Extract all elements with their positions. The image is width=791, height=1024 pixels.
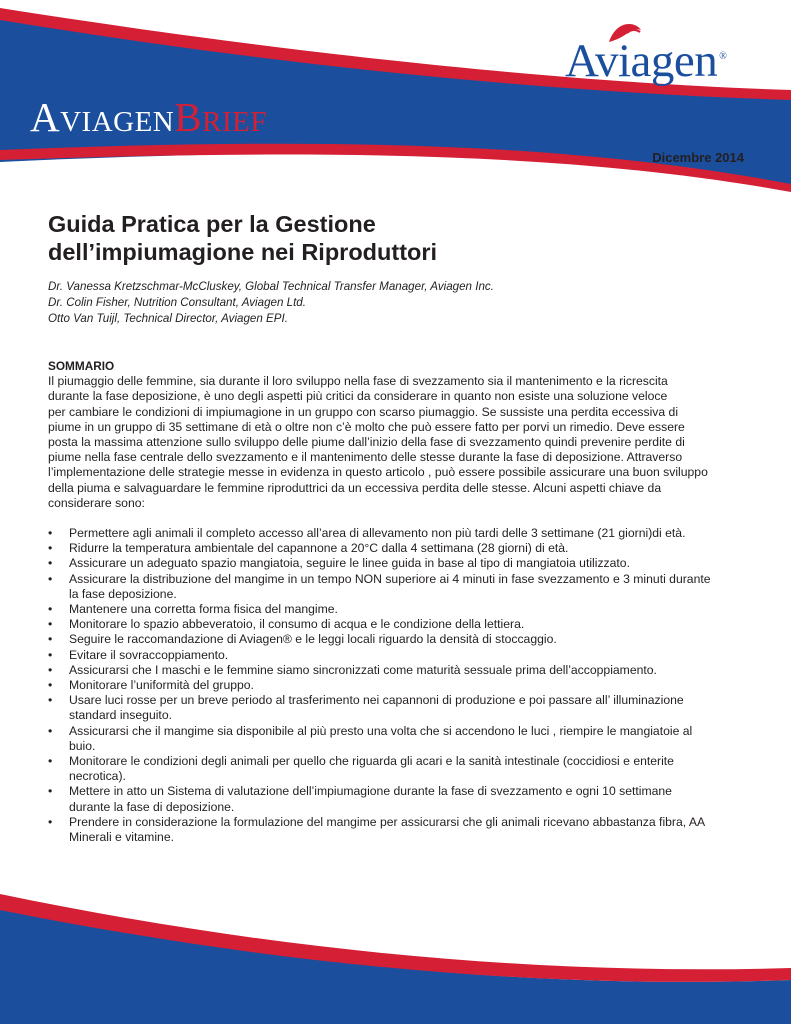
list-item	[48, 724, 748, 754]
list-item	[48, 815, 748, 845]
summary-line: per cambiare le condizioni di impiumagione in un gruppo con scarso piumaggio. Se sussiste una perdita eccessiva di	[48, 404, 679, 419]
list-item-text: Mantenere una corretta forma fisica del mangime.	[69, 602, 338, 617]
list-item	[48, 648, 748, 663]
summary-line: durante la fase deposizione, è uno degli aspetti più critici da considerare in quanto non esiste una soluzione veloce	[48, 389, 668, 404]
list-item-text: Mettere in atto un Sistema di valutazione dell’impiumagione durante la fase di svezzamento e ogni 10 settimane	[69, 784, 672, 799]
list-item-text: Monitorare lo spazio abbeveratoio, il consumo di acqua e le condizione della lettiera.	[69, 617, 525, 632]
brand-title-word1: Aviagen	[30, 94, 175, 140]
list-item-text: Minerali e vitamine.	[69, 830, 174, 845]
list-item-text: Evitare il sovraccoppiamento.	[69, 647, 229, 662]
author-line: Dr. Vanessa Kretzschmar-McCluskey, Global Technical Transfer Manager, Aviagen Inc.	[48, 280, 494, 293]
aviagen-brief-title	[30, 94, 267, 140]
list-item-text: buio.	[69, 738, 96, 753]
list-item	[48, 602, 748, 617]
list-item	[48, 632, 748, 647]
list-item-text: Monitorare le condizioni degli animali per quello che riguarda gli acari e la sanità intestinale (coccidiosi e enterite	[69, 754, 674, 769]
list-item-text: la fase deposizione.	[69, 586, 177, 601]
list-item-text: Assicurare un adeguato spazio mangiatoia, seguire le linee guida in base al tipo di mangiatoia utilizzato.	[69, 556, 630, 571]
list-item-text: Prendere in considerazione la formulazione del mangime per assicurarsi che gli animali ricevano abbastanza fibra, AA	[69, 814, 706, 829]
key-points-list	[48, 526, 748, 845]
list-item-text: standard inseguito.	[69, 708, 172, 723]
summary-section	[48, 359, 748, 845]
summary-line: considerare sono:	[48, 495, 145, 510]
list-item-text: Assicurarsi che I maschi e le femmine siamo sincronizzati come maturità sessuale prima dell’accoppiamento.	[69, 662, 657, 677]
registered-mark: ®	[719, 51, 727, 62]
list-item	[48, 784, 748, 814]
list-item-text: necrotica).	[69, 769, 126, 784]
list-item-text: Seguire le raccomandazione di Aviagen® e le leggi locali riguardo la densità di stoccaggio.	[69, 632, 557, 647]
logo-wordmark: Aviagen	[565, 35, 718, 87]
summary-heading: SOMMARIO	[48, 359, 115, 373]
list-item	[48, 526, 748, 541]
document-title	[48, 210, 748, 266]
author-line: Dr. Colin Fisher, Nutrition Consultant, Aviagen Ltd.	[48, 296, 306, 309]
summary-line: Il piumaggio delle femmine, sia durante il loro sviluppo nella fase di svezzamento sia il mantenimento e la ricrescita	[48, 374, 668, 389]
author-line: Otto Van Tuijl, Technical Director, Aviagen EPI.	[48, 312, 288, 325]
list-item-text: Permettere agli animali il completo accesso all’area di allevamento non più tardi delle 3 settimane (21 giorni)di età.	[69, 526, 686, 541]
list-item	[48, 754, 748, 784]
summary-line: piume in un gruppo di 35 settimane di età o oltre non c’è molto che può essere fatto per porvi un rimedio. Deve essere	[48, 419, 685, 434]
list-item-text: Assicurarsi che il mangime sia disponibile al più presto una volta che si accendono le luci , riempire le mangiatoie al	[69, 723, 693, 738]
list-item	[48, 663, 748, 678]
title-line-2: dell’impiumagione nei Riproduttori	[48, 239, 438, 265]
title-line-1: Guida Pratica per la Gestione	[48, 211, 376, 237]
list-item	[48, 572, 748, 602]
summary-line: della piuma e salvaguardare le femmine riproduttrici da un eccessiva perdita delle stesse. Alcuni aspetti chiave da	[48, 480, 662, 495]
list-item-text: Ridurre la temperatura ambientale del capannone a 20°C dalla 4 settimana (28 giorni) di età.	[69, 541, 569, 556]
list-item-text: Monitorare l’uniformità del gruppo.	[69, 678, 254, 693]
summary-line: l’implementazione delle strategie messe in evidenza in questo articolo , può essere possibile assicurare una buon sviluppo	[48, 465, 708, 480]
list-item	[48, 678, 748, 693]
list-item	[48, 541, 748, 556]
footer-wave	[0, 880, 791, 1024]
list-item-text: Usare luci rosse per un breve periodo al trasferimento nei capannoni di produzione e poi passare all’ illuminazione	[69, 693, 684, 708]
list-item-text: durante la fase di deposizione.	[69, 799, 235, 814]
summary-paragraph	[48, 374, 748, 511]
summary-line: posta la massima attenzione sullo sviluppo delle piume dall’inizio della fase di svezzamento quindi prevenire perdite di	[48, 435, 685, 450]
list-item	[48, 556, 748, 571]
summary-line: piume nella fase centrale dello svezzamento e il mantenimento delle stesse durante la fase di deposizione. Attraverso	[48, 450, 683, 465]
list-item-text: Assicurare la distribuzione del mangime in un tempo NON superiore ai 4 minuti in fase svezzamento e 3 minuti durante	[69, 571, 711, 586]
brand-title-word2: Brief	[174, 94, 267, 140]
list-item	[48, 693, 748, 723]
authors-list	[48, 279, 494, 327]
publication-date: Dicembre 2014	[652, 150, 744, 165]
list-item	[48, 617, 748, 632]
aviagen-logo	[565, 12, 745, 96]
